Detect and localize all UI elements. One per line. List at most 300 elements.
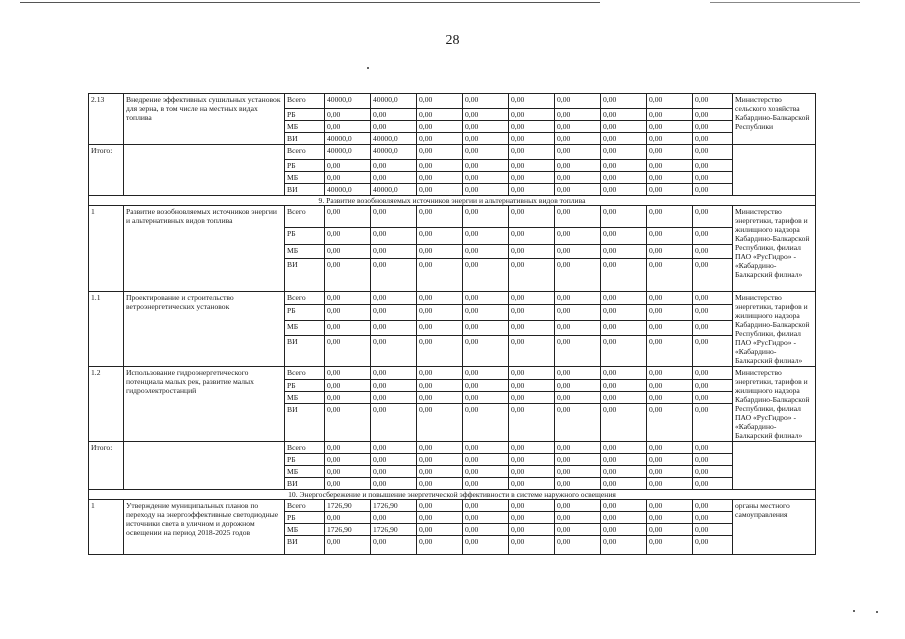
amount-cell: 0,00 <box>463 259 509 292</box>
amount-cell: 0,00 <box>509 321 555 336</box>
scan-speck <box>853 610 855 612</box>
amount-cell: 0,00 <box>463 335 509 366</box>
item-name <box>124 442 285 490</box>
funding-source: РБ <box>285 512 325 524</box>
table-row <box>89 292 816 305</box>
funding-source: МБ <box>285 321 325 336</box>
amount-cell: 0,00 <box>509 392 555 404</box>
amount-cell: 0,00 <box>693 292 733 305</box>
amount-cell: 0,00 <box>509 304 555 321</box>
amount-cell: 0,00 <box>647 145 693 160</box>
amount-cell: 0,00 <box>601 259 647 292</box>
amount-cell: 0,00 <box>555 145 601 160</box>
amount-cell: 0,00 <box>647 121 693 133</box>
amount-cell: 0,00 <box>555 367 601 380</box>
item-number: 1.2 <box>89 367 124 442</box>
amount-cell: 0,00 <box>463 380 509 392</box>
amount-cell: 1726,90 <box>371 524 417 536</box>
amount-cell: 0,00 <box>601 536 647 555</box>
funding-source: ВИ <box>285 536 325 555</box>
amount-cell: 0,00 <box>463 228 509 245</box>
amount-cell: 0,00 <box>325 536 371 555</box>
amount-cell: 0,00 <box>463 160 509 172</box>
amount-cell: 0,00 <box>371 304 417 321</box>
amount-cell: 0,00 <box>509 454 555 466</box>
page-number: 28 <box>445 33 460 48</box>
amount-cell: 0,00 <box>417 512 463 524</box>
amount-cell: 0,00 <box>647 304 693 321</box>
funding-source: ВИ <box>285 335 325 366</box>
amount-cell: 0,00 <box>555 442 601 454</box>
amount-cell: 0,00 <box>325 109 371 121</box>
amount-cell: 0,00 <box>463 292 509 305</box>
item-number: 1.1 <box>89 292 124 367</box>
amount-cell: 0,00 <box>325 160 371 172</box>
table-row <box>89 367 816 380</box>
amount-cell: 0,00 <box>371 367 417 380</box>
amount-cell: 0,00 <box>509 536 555 555</box>
amount-cell: 0,00 <box>463 512 509 524</box>
amount-cell: 0,00 <box>417 121 463 133</box>
amount-cell: 0,00 <box>601 466 647 478</box>
amount-cell: 0,00 <box>601 206 647 228</box>
amount-cell: 0,00 <box>647 466 693 478</box>
amount-cell: 0,00 <box>601 109 647 121</box>
scan-speck <box>876 611 878 613</box>
amount-cell: 0,00 <box>509 133 555 145</box>
amount-cell: 0,00 <box>325 292 371 305</box>
amount-cell: 40000,0 <box>371 184 417 196</box>
amount-cell: 0,00 <box>693 228 733 245</box>
amount-cell: 0,00 <box>647 524 693 536</box>
amount-cell: 0,00 <box>371 536 417 555</box>
amount-cell: 1726,90 <box>325 500 371 512</box>
amount-cell: 1726,90 <box>371 500 417 512</box>
amount-cell: 0,00 <box>555 500 601 512</box>
amount-cell: 0,00 <box>555 335 601 366</box>
amount-cell: 0,00 <box>325 392 371 404</box>
executor <box>733 145 816 196</box>
amount-cell: 0,00 <box>693 160 733 172</box>
funding-source: Всего <box>285 442 325 454</box>
amount-cell: 0,00 <box>417 94 463 109</box>
amount-cell: 0,00 <box>463 321 509 336</box>
amount-cell: 0,00 <box>647 228 693 245</box>
amount-cell: 0,00 <box>371 172 417 184</box>
amount-cell: 0,00 <box>463 172 509 184</box>
amount-cell: 0,00 <box>463 94 509 109</box>
funding-source: Всего <box>285 500 325 512</box>
amount-cell: 40000,0 <box>371 145 417 160</box>
amount-cell: 0,00 <box>601 335 647 366</box>
amount-cell: 0,00 <box>647 245 693 259</box>
amount-cell: 0,00 <box>417 524 463 536</box>
amount-cell: 0,00 <box>693 536 733 555</box>
amount-cell: 0,00 <box>371 442 417 454</box>
amount-cell: 0,00 <box>417 160 463 172</box>
item-name: Проектирование и строительство ветроэнергетических установок <box>124 292 285 367</box>
amount-cell: 0,00 <box>647 380 693 392</box>
executor: органы местного самоуправления <box>733 500 816 555</box>
amount-cell: 0,00 <box>417 292 463 305</box>
amount-cell: 0,00 <box>371 380 417 392</box>
amount-cell: 0,00 <box>417 245 463 259</box>
amount-cell: 0,00 <box>693 392 733 404</box>
amount-cell: 0,00 <box>509 478 555 490</box>
amount-cell: 0,00 <box>601 442 647 454</box>
amount-cell: 0,00 <box>463 184 509 196</box>
funding-source: МБ <box>285 392 325 404</box>
amount-cell: 0,00 <box>371 228 417 245</box>
executor <box>733 442 816 490</box>
amount-cell: 0,00 <box>647 335 693 366</box>
funding-source: РБ <box>285 380 325 392</box>
amount-cell: 0,00 <box>371 259 417 292</box>
amount-cell: 0,00 <box>325 478 371 490</box>
amount-cell: 0,00 <box>509 160 555 172</box>
executor: Министерство энергетики, тарифов и жилищного надзора Кабардино-Балкарской Республики, филиал ПАО «РусГидро» - «Кабардино-Балкарский филиал» <box>733 367 816 442</box>
amount-cell: 0,00 <box>693 259 733 292</box>
amount-cell: 0,00 <box>371 245 417 259</box>
table-row <box>89 206 816 228</box>
amount-cell: 0,00 <box>601 380 647 392</box>
amount-cell: 0,00 <box>601 404 647 442</box>
amount-cell: 0,00 <box>693 380 733 392</box>
section-heading-row <box>89 196 816 206</box>
amount-cell: 0,00 <box>417 259 463 292</box>
amount-cell: 0,00 <box>463 367 509 380</box>
program-table <box>88 93 816 555</box>
amount-cell: 0,00 <box>509 94 555 109</box>
amount-cell: 0,00 <box>601 245 647 259</box>
amount-cell: 40000,0 <box>371 94 417 109</box>
amount-cell: 0,00 <box>647 94 693 109</box>
item-name: Использование гидроэнергетического потенциала малых рек, развитие малых гидроэлектростанций <box>124 367 285 442</box>
funding-source: МБ <box>285 172 325 184</box>
table-row <box>89 94 816 109</box>
amount-cell: 0,00 <box>555 404 601 442</box>
amount-cell: 0,00 <box>601 500 647 512</box>
amount-cell: 0,00 <box>463 145 509 160</box>
amount-cell: 0,00 <box>509 259 555 292</box>
amount-cell: 0,00 <box>463 466 509 478</box>
amount-cell: 0,00 <box>693 245 733 259</box>
funding-source: Всего <box>285 367 325 380</box>
amount-cell: 0,00 <box>509 184 555 196</box>
amount-cell: 0,00 <box>601 184 647 196</box>
amount-cell: 0,00 <box>647 442 693 454</box>
amount-cell: 0,00 <box>693 321 733 336</box>
amount-cell: 0,00 <box>325 512 371 524</box>
amount-cell: 0,00 <box>647 478 693 490</box>
amount-cell: 0,00 <box>509 335 555 366</box>
amount-cell: 0,00 <box>325 121 371 133</box>
funding-source: МБ <box>285 245 325 259</box>
amount-cell: 0,00 <box>325 367 371 380</box>
amount-cell: 0,00 <box>463 392 509 404</box>
amount-cell: 40000,0 <box>371 133 417 145</box>
top-rule <box>20 2 600 3</box>
item-name: Утверждение муниципальных планов по переходу на энергоэффективные светодиодные источники света в уличном и дорожном освещении на период 2018-2025 годов <box>124 500 285 555</box>
amount-cell: 0,00 <box>647 133 693 145</box>
amount-cell: 0,00 <box>555 206 601 228</box>
funding-source: ВИ <box>285 404 325 442</box>
amount-cell: 0,00 <box>509 245 555 259</box>
amount-cell: 0,00 <box>417 536 463 555</box>
amount-cell: 0,00 <box>509 380 555 392</box>
amount-cell: 0,00 <box>693 500 733 512</box>
amount-cell: 0,00 <box>371 466 417 478</box>
amount-cell: 0,00 <box>417 145 463 160</box>
amount-cell: 0,00 <box>417 133 463 145</box>
amount-cell: 0,00 <box>601 478 647 490</box>
amount-cell: 0,00 <box>555 454 601 466</box>
amount-cell: 0,00 <box>325 380 371 392</box>
amount-cell: 0,00 <box>601 392 647 404</box>
amount-cell: 0,00 <box>417 206 463 228</box>
amount-cell: 0,00 <box>555 121 601 133</box>
amount-cell: 0,00 <box>693 133 733 145</box>
amount-cell: 0,00 <box>463 442 509 454</box>
amount-cell: 0,00 <box>509 524 555 536</box>
amount-cell: 0,00 <box>325 172 371 184</box>
amount-cell: 0,00 <box>463 133 509 145</box>
amount-cell: 0,00 <box>601 367 647 380</box>
amount-cell: 0,00 <box>693 478 733 490</box>
amount-cell: 0,00 <box>601 160 647 172</box>
amount-cell: 0,00 <box>555 478 601 490</box>
amount-cell: 0,00 <box>509 206 555 228</box>
amount-cell: 0,00 <box>601 454 647 466</box>
amount-cell: 0,00 <box>555 228 601 245</box>
amount-cell: 0,00 <box>555 466 601 478</box>
amount-cell: 0,00 <box>647 160 693 172</box>
amount-cell: 0,00 <box>325 228 371 245</box>
amount-cell: 0,00 <box>371 292 417 305</box>
amount-cell: 0,00 <box>371 109 417 121</box>
amount-cell: 0,00 <box>417 404 463 442</box>
amount-cell: 0,00 <box>647 454 693 466</box>
amount-cell: 0,00 <box>555 512 601 524</box>
amount-cell: 0,00 <box>417 184 463 196</box>
amount-cell: 0,00 <box>693 466 733 478</box>
amount-cell: 0,00 <box>463 109 509 121</box>
amount-cell: 0,00 <box>325 206 371 228</box>
amount-cell: 0,00 <box>693 454 733 466</box>
amount-cell: 0,00 <box>417 466 463 478</box>
amount-cell: 0,00 <box>509 512 555 524</box>
amount-cell: 0,00 <box>463 500 509 512</box>
amount-cell: 0,00 <box>555 380 601 392</box>
funding-source: Всего <box>285 206 325 228</box>
funding-source: Всего <box>285 292 325 305</box>
amount-cell: 0,00 <box>509 404 555 442</box>
table-row <box>89 145 816 160</box>
amount-cell: 0,00 <box>463 245 509 259</box>
amount-cell: 0,00 <box>647 321 693 336</box>
funding-source: МБ <box>285 121 325 133</box>
amount-cell: 0,00 <box>509 145 555 160</box>
item-number: Итого: <box>89 145 124 196</box>
amount-cell: 0,00 <box>371 121 417 133</box>
scan-speck <box>367 67 369 69</box>
amount-cell: 0,00 <box>509 121 555 133</box>
amount-cell: 0,00 <box>555 245 601 259</box>
funding-source: ВИ <box>285 133 325 145</box>
amount-cell: 0,00 <box>371 335 417 366</box>
amount-cell: 1726,90 <box>325 524 371 536</box>
executor: Министерство энергетики, тарифов и жилищного надзора Кабардино-Балкарской Республики, филиал ПАО «РусГидро» - «Кабардино-Балкарский филиал» <box>733 206 816 292</box>
amount-cell: 40000,0 <box>325 133 371 145</box>
amount-cell: 0,00 <box>417 380 463 392</box>
item-name <box>124 145 285 196</box>
amount-cell: 0,00 <box>555 94 601 109</box>
funding-source: Всего <box>285 94 325 109</box>
amount-cell: 0,00 <box>325 245 371 259</box>
amount-cell: 0,00 <box>601 228 647 245</box>
amount-cell: 0,00 <box>555 524 601 536</box>
funding-source: ВИ <box>285 184 325 196</box>
amount-cell: 0,00 <box>647 172 693 184</box>
amount-cell: 0,00 <box>647 536 693 555</box>
amount-cell: 0,00 <box>509 500 555 512</box>
amount-cell: 0,00 <box>555 133 601 145</box>
amount-cell: 0,00 <box>693 145 733 160</box>
amount-cell: 0,00 <box>463 454 509 466</box>
amount-cell: 0,00 <box>601 172 647 184</box>
section-title: 10. Энергосбережение и повышение энергетической эффективности в системе наружного освещения <box>89 490 816 500</box>
amount-cell: 0,00 <box>601 121 647 133</box>
funding-source: МБ <box>285 524 325 536</box>
amount-cell: 0,00 <box>463 478 509 490</box>
amount-cell: 0,00 <box>693 367 733 380</box>
amount-cell: 0,00 <box>417 228 463 245</box>
amount-cell: 0,00 <box>647 367 693 380</box>
amount-cell: 0,00 <box>693 304 733 321</box>
amount-cell: 0,00 <box>417 335 463 366</box>
amount-cell: 0,00 <box>325 335 371 366</box>
amount-cell: 0,00 <box>693 404 733 442</box>
amount-cell: 40000,0 <box>325 184 371 196</box>
amount-cell: 0,00 <box>693 94 733 109</box>
item-number: 1 <box>89 206 124 292</box>
funding-source: РБ <box>285 228 325 245</box>
amount-cell: 0,00 <box>417 109 463 121</box>
amount-cell: 0,00 <box>647 292 693 305</box>
amount-cell: 0,00 <box>417 442 463 454</box>
amount-cell: 0,00 <box>325 442 371 454</box>
amount-cell: 0,00 <box>509 466 555 478</box>
amount-cell: 0,00 <box>647 259 693 292</box>
amount-cell: 40000,0 <box>325 94 371 109</box>
item-number: 1 <box>89 500 124 555</box>
amount-cell: 0,00 <box>555 304 601 321</box>
amount-cell: 0,00 <box>601 133 647 145</box>
amount-cell: 0,00 <box>555 259 601 292</box>
table-row <box>89 442 816 454</box>
amount-cell: 0,00 <box>555 292 601 305</box>
amount-cell: 40000,0 <box>325 145 371 160</box>
funding-source: ВИ <box>285 259 325 292</box>
amount-cell: 0,00 <box>325 321 371 336</box>
funding-source: РБ <box>285 109 325 121</box>
amount-cell: 0,00 <box>555 109 601 121</box>
amount-cell: 0,00 <box>509 172 555 184</box>
amount-cell: 0,00 <box>417 367 463 380</box>
item-name: Развитие возобновляемых источников энергии и альтернативных видов топлива <box>124 206 285 292</box>
amount-cell: 0,00 <box>463 121 509 133</box>
amount-cell: 0,00 <box>601 94 647 109</box>
amount-cell: 0,00 <box>371 404 417 442</box>
amount-cell: 0,00 <box>417 454 463 466</box>
amount-cell: 0,00 <box>601 304 647 321</box>
amount-cell: 0,00 <box>417 304 463 321</box>
amount-cell: 0,00 <box>509 292 555 305</box>
funding-source: Всего <box>285 145 325 160</box>
amount-cell: 0,00 <box>647 404 693 442</box>
amount-cell: 0,00 <box>417 321 463 336</box>
amount-cell: 0,00 <box>325 404 371 442</box>
amount-cell: 0,00 <box>555 160 601 172</box>
amount-cell: 0,00 <box>463 536 509 555</box>
amount-cell: 0,00 <box>601 321 647 336</box>
amount-cell: 0,00 <box>647 392 693 404</box>
amount-cell: 0,00 <box>463 404 509 442</box>
amount-cell: 0,00 <box>601 524 647 536</box>
amount-cell: 0,00 <box>555 536 601 555</box>
amount-cell: 0,00 <box>693 172 733 184</box>
amount-cell: 0,00 <box>647 184 693 196</box>
amount-cell: 0,00 <box>371 478 417 490</box>
executor: Министерство сельского хозяйства Кабардино-Балкарской Республики <box>733 94 816 145</box>
funding-source: МБ <box>285 466 325 478</box>
amount-cell: 0,00 <box>693 206 733 228</box>
funding-source: ВИ <box>285 478 325 490</box>
amount-cell: 0,00 <box>325 466 371 478</box>
amount-cell: 0,00 <box>601 512 647 524</box>
amount-cell: 0,00 <box>371 321 417 336</box>
amount-cell: 0,00 <box>693 335 733 366</box>
amount-cell: 0,00 <box>693 109 733 121</box>
amount-cell: 0,00 <box>371 206 417 228</box>
amount-cell: 0,00 <box>463 206 509 228</box>
amount-cell: 0,00 <box>325 454 371 466</box>
section-title: 9. Развитие возобновляемых источников энергии и альтернативных видов топлива <box>89 196 816 206</box>
item-name: Внедрение эффективных сушильных установок для зерна, в том числе на местных видах топлива <box>124 94 285 145</box>
funding-source: РБ <box>285 454 325 466</box>
amount-cell: 0,00 <box>417 478 463 490</box>
amount-cell: 0,00 <box>647 109 693 121</box>
amount-cell: 0,00 <box>325 259 371 292</box>
table-row <box>89 500 816 512</box>
amount-cell: 0,00 <box>693 442 733 454</box>
amount-cell: 0,00 <box>371 512 417 524</box>
funding-source: РБ <box>285 160 325 172</box>
amount-cell: 0,00 <box>371 160 417 172</box>
amount-cell: 0,00 <box>463 304 509 321</box>
amount-cell: 0,00 <box>647 500 693 512</box>
amount-cell: 0,00 <box>693 184 733 196</box>
top-rule-right <box>710 2 860 3</box>
item-number: 2.13 <box>89 94 124 145</box>
amount-cell: 0,00 <box>555 184 601 196</box>
amount-cell: 0,00 <box>417 172 463 184</box>
amount-cell: 0,00 <box>509 109 555 121</box>
amount-cell: 0,00 <box>417 392 463 404</box>
amount-cell: 0,00 <box>463 524 509 536</box>
amount-cell: 0,00 <box>555 392 601 404</box>
item-number: Итого: <box>89 442 124 490</box>
